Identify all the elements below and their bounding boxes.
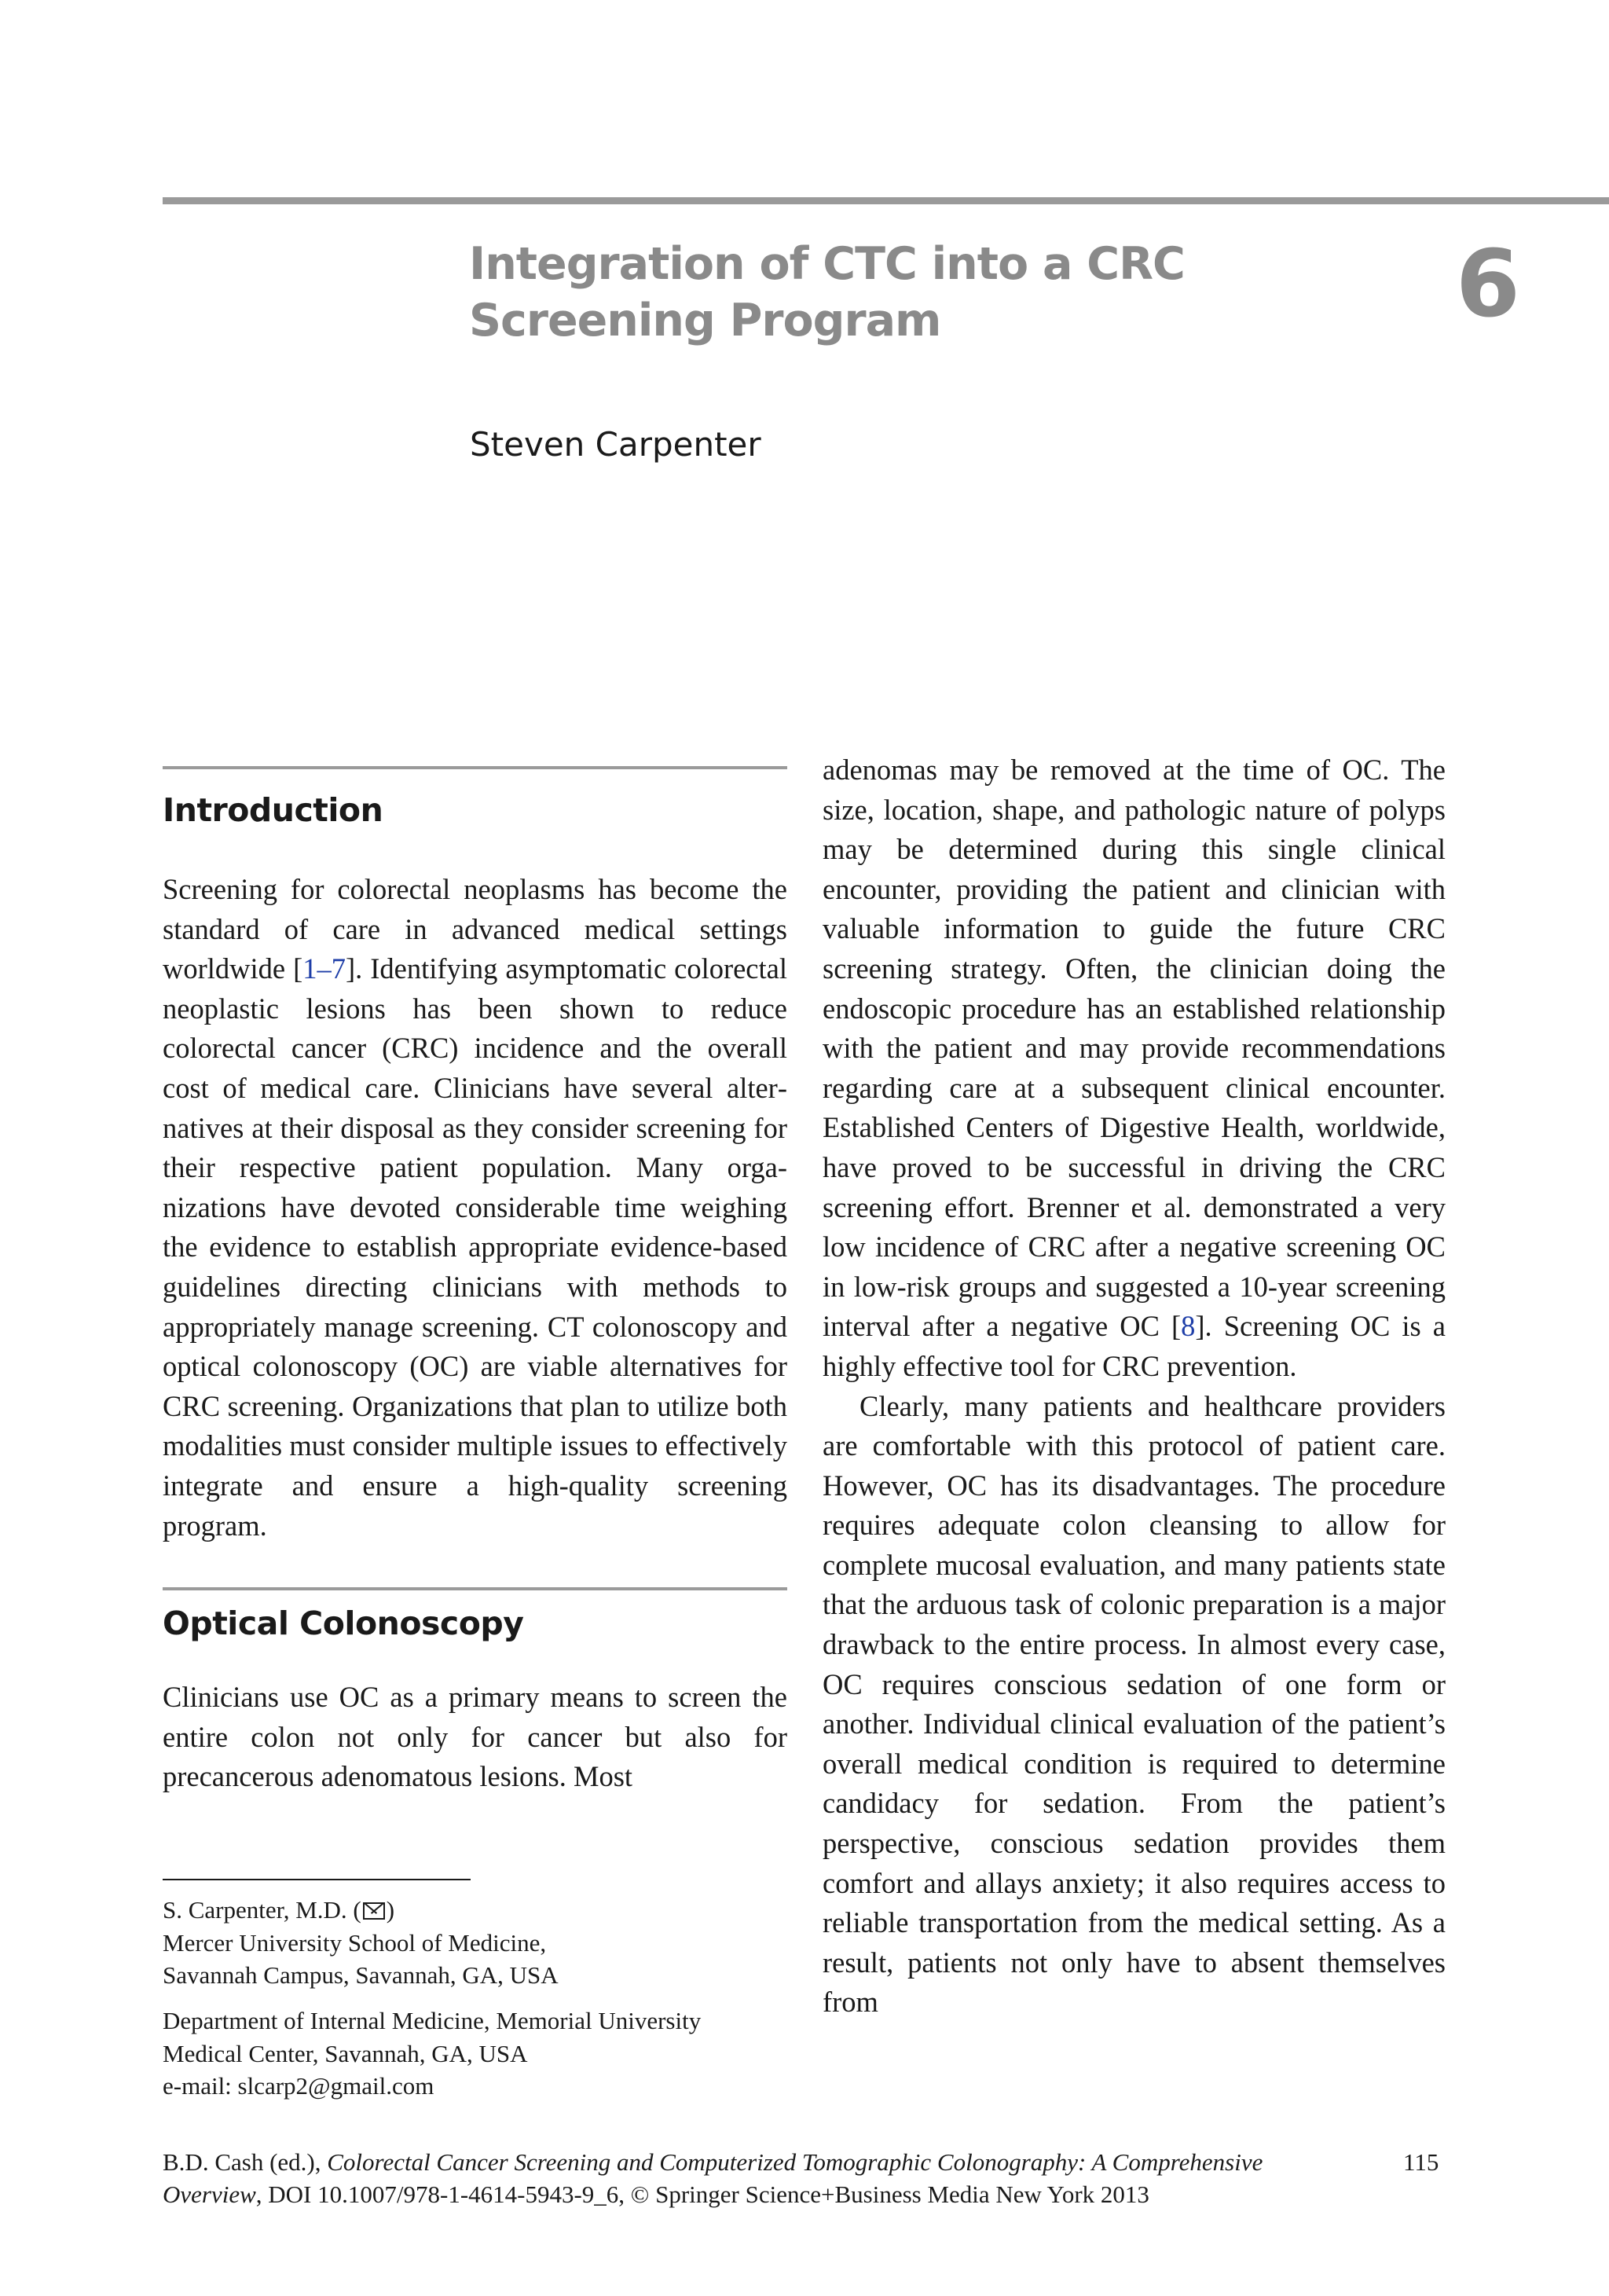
chapter-title-line-2: Screening Program	[469, 295, 941, 347]
author-name-close: )	[386, 1896, 395, 1924]
citation-link-1-7[interactable]: 1–7	[302, 952, 346, 985]
introduction-text-a: Screening for colorectal neoplasms has become the standard of care in advanced medical settings worldwide [	[163, 873, 787, 985]
affiliation-1-line-1: Mercer University School of Medicine,	[163, 1928, 547, 1957]
chapter-author: Steven Carpenter	[470, 425, 761, 464]
optical-colonoscopy-paragraph: Clinicians use OC as a primary means to screen the entire colon not only for cancer but also for precancerous adenomatous lesions. Most	[163, 1681, 787, 1793]
citation-link-8[interactable]: 8	[1181, 1310, 1196, 1343]
chapter-top-rule	[163, 197, 1609, 204]
introduction-rule	[163, 766, 787, 769]
right-paragraph-1	[823, 750, 1446, 1387]
chapter-title-line-1: Integration of CTC into a CRC	[469, 238, 1185, 290]
book-citation	[163, 2146, 1388, 2210]
author-affiliation-2	[163, 2004, 791, 2103]
introduction-heading: Introduction	[163, 791, 383, 829]
chapter-number: 6	[1455, 229, 1520, 338]
right-paragraph-1-text-b: ]. Screening OC is a highly effective tool for CRC prevention.	[823, 1310, 1446, 1382]
citation-editor: B.D. Cash (ed.),	[163, 2148, 328, 2176]
author-email[interactable]: e-mail: slcarp2@gmail.com	[163, 2072, 434, 2100]
page-number: 115	[1403, 2148, 1439, 2176]
optical-colonoscopy-heading: Optical Colonoscopy	[163, 1605, 524, 1643]
footnote-rule	[163, 1879, 471, 1880]
citation-doi: , DOI 10.1007/978-1-4614-5943-9_6, © Springer Science+Business Media New York 2013	[255, 2180, 1149, 2208]
chapter-title	[469, 236, 1255, 349]
affiliation-1-line-2: Savannah Campus, Savannah, GA, USA	[163, 1961, 559, 1989]
introduction-paragraph	[163, 870, 787, 1546]
optical-colonoscopy-rule	[163, 1587, 787, 1590]
envelope-icon	[363, 1902, 385, 1920]
author-affiliation-1	[163, 1894, 791, 1992]
right-paragraph-1-text-a: adenomas may be removed at the time of OC. The size, location, shape, and pathologic nature of polyps may be determined during this single clinical encounter, providing the patient and clinician with valuable information to guide the future CRC screening strategy. Often, the clinician doing the endoscopic procedure has an established relationship with the patient and may provide recommendations regarding care at a subsequent clinical encounter. Established Centers of Digestive Health, worldwide, have proved to be successful in driving the CRC screening effort. Brenner et al. demonstrated a very low incidence of CRC after a negative screening OC in low-risk groups and suggested a 10-year screening interval after a negative OC [	[823, 754, 1446, 1343]
right-paragraph-2: Clearly, many patients and healthcare providers are comfortable with this protocol of patient care. However, OC has its disadvantages. The procedure requires adequate colon cleansing to allow for complete mucosal evaluation, and many patients state that the arduous task of colonic preparation is a major drawback to the entire process. In almost every case, OC requires conscious sedation of one form or another. Individual clinical evaluation of the patient’s overall medical condition is required to determine candidacy for sedation. From the patient’s perspective, conscious sedation provides them comfort and allays anxiety; it also requires access to reliable transportation from the medical setting. As a result, patients not only have to absent themselves from	[823, 1389, 1446, 2019]
affiliation-2-line-2: Medical Center, Savannah, GA, USA	[163, 2039, 528, 2067]
right-column	[823, 750, 1446, 2023]
introduction-text-b: ]. Identifying asymptomatic colorectal neoplastic lesions has been shown to reduce colorectal cancer (CRC) incidence and the overall cost of medical care. Clinicians have several alternatives at their disposal as they consider screening for their respective patient population. Many organizations have devoted considerable time weighing the evidence to establish appropriate evidence-based guidelines directing clinicians with methods to appropriately manage screening. CT colonoscopy and optical colonoscopy (OC) are viable alternatives for CRC screening. Organizations that plan to utilize both modalities must consider multiple issues to effectively integrate and ensure a high-quality screening program.	[163, 952, 787, 1542]
affiliation-2-line-1: Department of Internal Medicine, Memorial University	[163, 2007, 702, 2034]
citation-book-title-b: Overview	[163, 2180, 256, 2208]
citation-book-title-a: Colorectal Cancer Screening and Computerized Tomographic Colonography: A Comprehensive	[327, 2148, 1263, 2176]
author-name: S. Carpenter, M.D. (	[163, 1896, 361, 1924]
left-column	[163, 766, 787, 1797]
